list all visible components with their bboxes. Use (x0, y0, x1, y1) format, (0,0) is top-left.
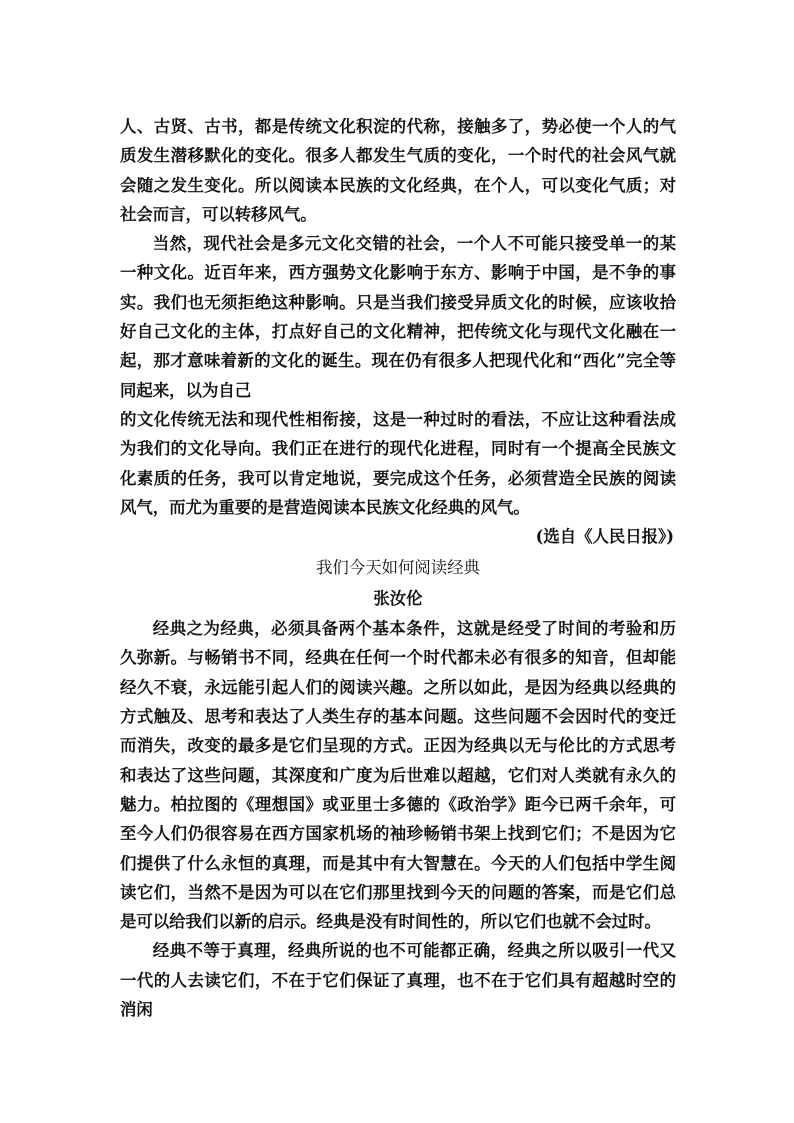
article2-author: 张汝伦 (373, 589, 423, 609)
article1-source: (选自《人民日报》) (535, 527, 674, 547)
document-page (120, 112, 676, 1024)
article2-title: 我们今天如何阅读经典 (316, 558, 480, 578)
article2-paragraph-2: 经典不等于真理，经典所说的也不可能都正确，经典之所以吸引一代又一代的人去读它们，不在于它们保证了真理，也不在于它们具有超越时空的消闲 (120, 941, 676, 1020)
article1-paragraph-3: 的文化传统无法和现代性相衔接，这是一种过时的看法，不应让这种看法成为我们的文化导向。我们正在进行的现代化进程，同时有一个提高全民族文化素质的任务，我可以肯定地说，要完成这个任务，必须营造全民族的阅读风气，而尤为重要的是营造阅读本民族文化经典的风气。 (120, 409, 676, 517)
article1-paragraph-2: 当然，现代社会是多元文化交错的社会，一个人不可能只接受单一的某一种文化。近百年来，西方强势文化影响于东方、影响于中国，是不争的事实。我们也无须拒绝这种影响。只是当我们接受异质文化的时候，应该收拾好自己文化的主体，打点好自己的文化精神，把传统文化与现代文化融在一起，那才意味着新的文化的诞生。现在仍有很多人把现代化和“西化”完全等同起来，以为自己 (120, 234, 676, 400)
article1-paragraph-1-continued: 人、古贤、古书，都是传统文化积淀的代称，接触多了，势必使一个人的气质发生潜移默化的变化。很多人都发生气质的变化，一个时代的社会风气就会随之发生变化。所以阅读本民族的文化经典，在个人，可以变化气质；对社会而言，可以转移风气。 (120, 117, 676, 224)
article2-paragraph-1: 经典之为经典，必须具备两个基本条件，这就是经受了时间的考验和历久弥新。与畅销书不同，经典在任何一个时代都未必有很多的知音，但却能经久不衰，永远能引起人们的阅读兴趣。之所以如此，是因为经典以经典的方式触及、思考和表达了人类生存的基本问题。这些问题不会因时代的变迁而消失，改变的最多是它们呈现的方式。正因为经典以无与伦比的方式思考和表达了这些问题，其深度和广度为后世难以超越，它们对人类就有永久的魅力。柏拉图的《理想国》或亚里士多德的《政治学》距今已两千余年，可至今人们仍很容易在西方国家机场的袖珍畅销书架上找到它们；不是因为它们提供了什么永恒的真理，而是其中有大智慧在。今天的人们包括中学生阅读它们，当然不是因为可以在它们那里找到今天的问题的答案，而是它们总是可以给我们以新的启示。经典是没有时间性的，所以它们也就不会过时。 (120, 619, 676, 932)
